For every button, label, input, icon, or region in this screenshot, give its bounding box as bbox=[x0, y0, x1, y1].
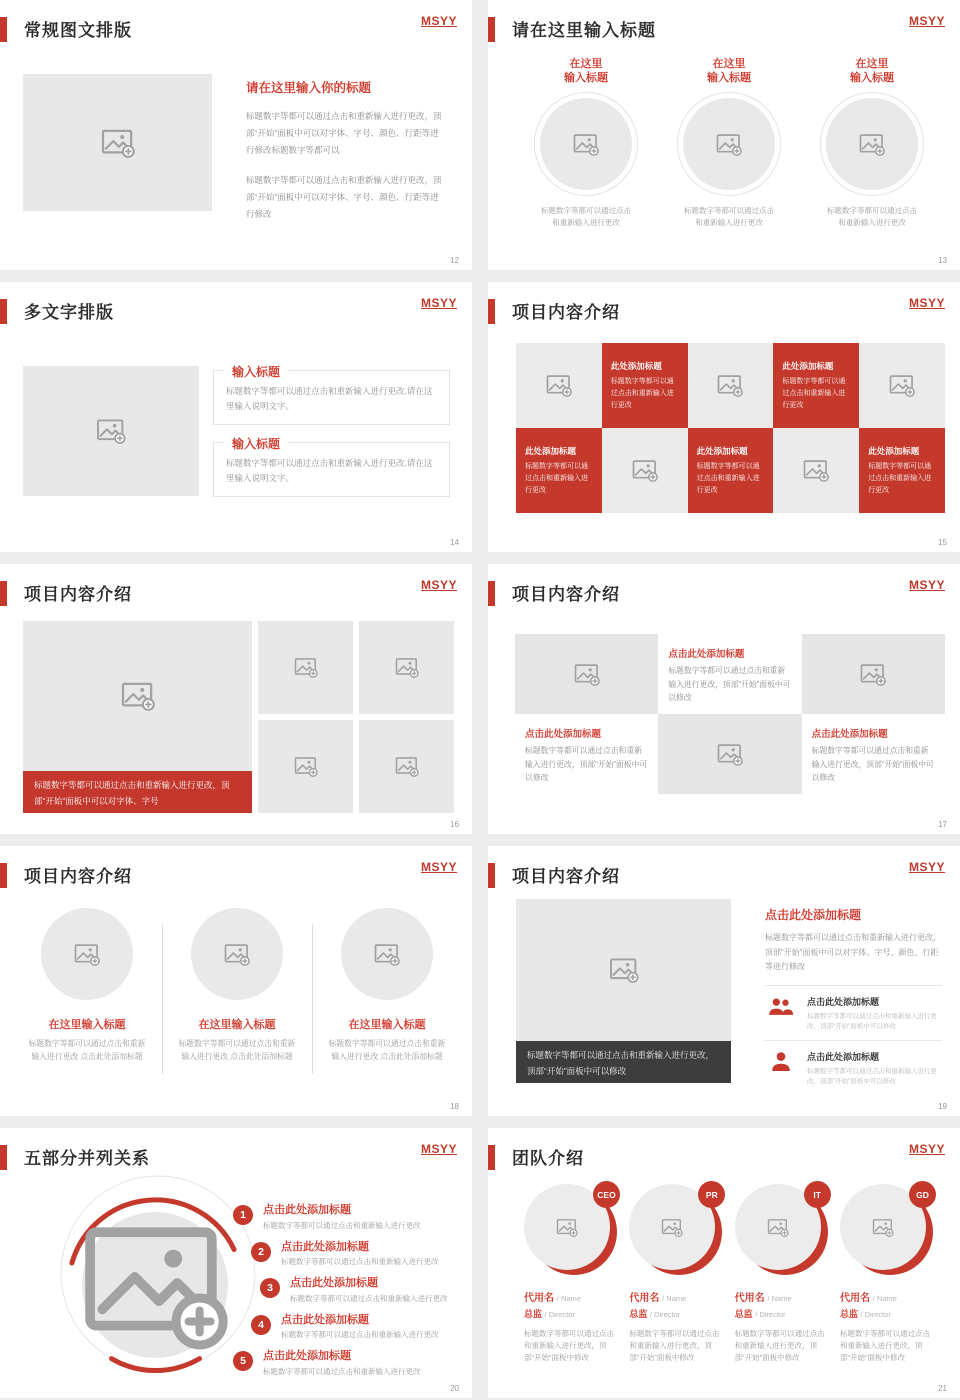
text-cell bbox=[602, 343, 688, 428]
cell-body: 标题数字等都可以通过点击和重新输入进行更改 bbox=[525, 462, 588, 494]
page-number: 14 bbox=[450, 538, 459, 547]
member-name: 代用名 / Name bbox=[524, 1293, 581, 1304]
image-placeholder bbox=[826, 98, 918, 190]
member-caption: 标题数字等都可以通过点击和重新输入进行更改，顶部“开始”面板中修改 bbox=[629, 1329, 720, 1362]
alternating-grid bbox=[515, 634, 945, 794]
cell-body: 标题数字等都可以通过点击和重新输入进行更改，顶部“开始”面板中可以修改 bbox=[525, 746, 648, 782]
image-circle-ring bbox=[534, 92, 638, 196]
text-boxes-column bbox=[213, 365, 450, 514]
circle-columns-row bbox=[12, 908, 462, 1063]
section-heading: 请在这里输入你的标题 bbox=[246, 81, 372, 95]
image-placeholder bbox=[602, 428, 688, 513]
image-placeholder bbox=[23, 366, 199, 496]
brand-logo: MSYY bbox=[420, 296, 457, 310]
brand-logo: MSYY bbox=[420, 1142, 457, 1156]
cell-heading: 此处添加标题 bbox=[525, 445, 577, 456]
image-placeholder-icon bbox=[767, 1218, 789, 1237]
circle-item bbox=[659, 58, 799, 228]
brand-logo: MSYY bbox=[908, 296, 945, 310]
team-member bbox=[735, 1184, 831, 1364]
item-heading: 点击此处添加标题 bbox=[281, 1240, 369, 1253]
feature-body: 标题数字等都可以通过点击和重新输入进行更改，顶部“开始”面板中可以修改 bbox=[807, 1067, 937, 1085]
text-box bbox=[213, 437, 450, 497]
member-avatar bbox=[840, 1184, 936, 1276]
cell-heading: 此处添加标题 bbox=[696, 445, 748, 456]
item-caption: 标题数字等都可以通过点击 和重新输入进行更改 bbox=[684, 206, 774, 227]
page-number: 13 bbox=[938, 256, 947, 265]
item-caption: 标题数字等都可以通过点击和重新输入进行更改 bbox=[281, 1330, 439, 1339]
body-paragraph: 标题数字等都可以通过点击和重新输入进行更改，顶部“开始”面板中可以对字体、字号、颜色、行距等进行修改 bbox=[246, 175, 442, 219]
slide-title: 五部分并列关系 bbox=[24, 1149, 150, 1168]
text-cell bbox=[658, 634, 801, 714]
brand-logo: MSYY bbox=[908, 578, 945, 592]
image-placeholder-icon bbox=[556, 1218, 578, 1237]
image-circle-ring bbox=[677, 92, 781, 196]
role-badge: PR bbox=[698, 1181, 725, 1208]
image-placeholder-icon bbox=[889, 374, 915, 397]
number-badge: 2 bbox=[251, 1242, 271, 1262]
member-avatar bbox=[524, 1184, 620, 1276]
slide-title: 项目内容介绍 bbox=[24, 585, 132, 604]
image-placeholder-icon bbox=[574, 663, 600, 686]
image-placeholder bbox=[658, 714, 801, 794]
circle-item bbox=[802, 58, 942, 228]
image-placeholder bbox=[802, 634, 945, 714]
brand-logo: MSYY bbox=[420, 14, 457, 28]
brand-logo: MSYY bbox=[908, 860, 945, 874]
accent-bar bbox=[0, 581, 7, 606]
text-cell bbox=[516, 428, 602, 513]
image-placeholder-icon bbox=[803, 459, 829, 482]
accent-bar bbox=[488, 581, 495, 606]
member-role: 总监 / Director bbox=[839, 1309, 891, 1319]
image-placeholder-icon bbox=[374, 943, 400, 966]
slide-19-thumbnail[interactable] bbox=[488, 846, 960, 1116]
item-heading: 在这里输入标题 bbox=[348, 1019, 426, 1031]
slide-title: 团队介绍 bbox=[512, 1149, 584, 1168]
number-badge: 3 bbox=[260, 1278, 280, 1298]
image-placeholder-icon bbox=[859, 133, 885, 156]
feature-item bbox=[765, 985, 942, 1040]
team-member bbox=[629, 1184, 725, 1364]
member-caption: 标题数字等都可以通过点击和重新输入进行更改，顶部“开始”面板中修改 bbox=[839, 1329, 930, 1362]
image-placeholder bbox=[688, 343, 774, 428]
image-placeholder-icon bbox=[573, 133, 599, 156]
cell-heading: 此处添加标题 bbox=[782, 360, 834, 371]
box-heading: 输入标题 bbox=[224, 363, 288, 380]
circle-items-row bbox=[516, 58, 942, 228]
brand-logo: MSYY bbox=[420, 860, 457, 874]
item-heading: 点击此处添加标题 bbox=[281, 1313, 369, 1326]
image-placeholder-icon bbox=[717, 374, 743, 397]
slide-title: 项目内容介绍 bbox=[512, 585, 620, 604]
item-heading: 点击此处添加标题 bbox=[290, 1277, 378, 1289]
item-caption: 标题数字等都可以通过点击和重新输入进行更改 bbox=[281, 1257, 439, 1266]
accent-bar bbox=[488, 17, 495, 42]
page-number: 16 bbox=[450, 820, 459, 829]
image-placeholder bbox=[359, 720, 454, 813]
slide-14-thumbnail[interactable] bbox=[0, 282, 472, 552]
slide-title: 常规图文排版 bbox=[24, 21, 132, 40]
number-badge: 5 bbox=[233, 1351, 253, 1371]
body-paragraph: 标题数字等都可以通过点击和重新输入进行更改，顶部“开始”面板中可以对字体、字号、颜色、行距等进行修改标题数字等都可以 bbox=[246, 111, 442, 155]
section-heading: 点击此处添加标题 bbox=[765, 908, 862, 922]
item-caption: 标题数字等都可以通过点击和重新输入进行更改 点击此处添加标题 bbox=[178, 1039, 296, 1061]
slide-title: 多文字排版 bbox=[24, 303, 114, 322]
feature-item bbox=[765, 1040, 942, 1095]
image-placeholder bbox=[41, 908, 133, 1000]
image-placeholder-icon bbox=[860, 663, 886, 686]
image-placeholder-icon bbox=[294, 756, 318, 777]
feature-heading: 点击此处添加标题 bbox=[807, 996, 880, 1007]
cell-heading: 此处添加标题 bbox=[610, 360, 662, 371]
numbered-item bbox=[251, 1314, 464, 1341]
page-number: 17 bbox=[938, 820, 947, 829]
five-part-circle-graphic bbox=[50, 1172, 262, 1384]
role-badge: CEO bbox=[593, 1181, 620, 1208]
image-placeholder-icon bbox=[224, 943, 250, 966]
image-circle-ring bbox=[820, 92, 924, 196]
cell-heading: 点击此处添加标题 bbox=[525, 729, 602, 740]
page-number: 21 bbox=[938, 1384, 947, 1393]
text-box bbox=[213, 365, 450, 425]
cell-body: 标题数字等都可以通过点击和重新输入进行更改，顶部“开始”面板中可以修改 bbox=[811, 746, 934, 782]
slide-title: 项目内容介绍 bbox=[512, 303, 620, 322]
text-column bbox=[246, 78, 446, 236]
main-image-figure bbox=[516, 899, 731, 1083]
image-placeholder bbox=[540, 98, 632, 190]
item-caption: 标题数字等都可以通过点击和重新输入进行更改 bbox=[290, 1293, 448, 1303]
slide-18-thumbnail[interactable] bbox=[0, 846, 472, 1116]
cell-body: 标题数字等都可以通过点击和重新输入进行更改 bbox=[610, 377, 674, 409]
image-placeholder bbox=[82, 1212, 228, 1358]
member-avatar bbox=[735, 1184, 831, 1276]
page-number: 18 bbox=[450, 1102, 459, 1111]
image-placeholder-icon bbox=[717, 743, 743, 766]
feature-item-text bbox=[807, 995, 942, 1033]
main-image-figure bbox=[23, 621, 252, 813]
role-badge: IT bbox=[804, 1181, 831, 1208]
member-avatar bbox=[629, 1184, 725, 1276]
image-placeholder bbox=[341, 908, 433, 1000]
member-name: 代用名 / Name bbox=[734, 1293, 792, 1304]
feature-item-text bbox=[807, 1050, 942, 1088]
slide-title: 项目内容介绍 bbox=[24, 867, 132, 886]
slide-12-thumbnail[interactable] bbox=[0, 0, 472, 270]
brand-logo: MSYY bbox=[420, 578, 457, 592]
item-caption: 标题数字等都可以通过点击和重新输入进行更改 点击此处添加标题 bbox=[28, 1039, 146, 1061]
image-placeholder bbox=[191, 908, 283, 1000]
text-column bbox=[765, 906, 942, 1095]
cell-body: 标题数字等都可以通过点击和重新输入进行更改 bbox=[782, 377, 846, 409]
item-heading: 在这里输入标题 bbox=[48, 1019, 126, 1031]
box-body: 标题数字等都可以通过点击和重新输入进行更改,请在这里输入说明文字。 bbox=[226, 386, 433, 411]
page-number: 19 bbox=[938, 1102, 947, 1111]
image-placeholder-icon bbox=[716, 133, 742, 156]
accent-bar bbox=[0, 1145, 7, 1170]
member-role: 总监 / Director bbox=[734, 1309, 786, 1319]
accent-bar bbox=[0, 17, 7, 42]
accent-bar bbox=[488, 1145, 495, 1170]
image-placeholder bbox=[23, 621, 252, 771]
image-placeholder bbox=[859, 343, 945, 428]
circle-column bbox=[162, 908, 312, 1063]
page-number: 20 bbox=[450, 1384, 459, 1393]
image-placeholder bbox=[258, 720, 353, 813]
slide-16-thumbnail[interactable] bbox=[0, 564, 472, 834]
box-heading: 输入标题 bbox=[224, 435, 288, 452]
image-placeholder-icon bbox=[872, 1218, 894, 1237]
item-caption: 标题数字等都可以通过点击和重新输入进行更改 bbox=[263, 1220, 421, 1230]
cell-body: 标题数字等都可以通过点击和重新输入进行更改，顶部“开始”面板中可以修改 bbox=[668, 666, 791, 702]
slide-13-thumbnail[interactable] bbox=[488, 0, 960, 270]
member-role: 总监 / Director bbox=[524, 1309, 575, 1319]
image-placeholder bbox=[23, 74, 212, 211]
text-cell bbox=[802, 714, 945, 794]
team-members-row bbox=[524, 1184, 936, 1364]
accent-bar bbox=[0, 863, 7, 888]
cell-heading: 此处添加标题 bbox=[868, 445, 920, 456]
image-placeholder-icon bbox=[137, 1270, 173, 1301]
page-number: 12 bbox=[450, 256, 459, 265]
cell-heading: 点击此处添加标题 bbox=[811, 729, 888, 740]
accent-bar bbox=[488, 299, 495, 324]
numbered-item bbox=[260, 1277, 464, 1304]
image-placeholder-icon bbox=[632, 459, 658, 482]
image-placeholder-icon bbox=[121, 681, 155, 711]
image-placeholder-icon bbox=[546, 374, 572, 397]
item-caption: 标题数字等都可以通过点击和重新输入进行更改 bbox=[263, 1366, 421, 1376]
image-placeholder bbox=[359, 621, 454, 714]
text-cell bbox=[515, 714, 658, 794]
image-placeholder bbox=[773, 428, 859, 513]
image-placeholder bbox=[258, 621, 353, 714]
cell-body: 标题数字等都可以通过点击和重新输入进行更改 bbox=[696, 462, 760, 494]
item-caption: 标题数字等都可以通过点击和重新输入进行更改 点击此处添加标题 bbox=[328, 1039, 446, 1061]
team-member bbox=[840, 1184, 936, 1364]
member-role: 总监 / Director bbox=[629, 1309, 681, 1319]
item-heading: 在这里 输入标题 bbox=[564, 58, 608, 84]
item-heading: 点击此处添加标题 bbox=[263, 1350, 351, 1362]
image-caption-bar: 标题数字等都可以通过点击和重新输入进行更改，顶部“开始”面板中可以对字体、字号 bbox=[23, 771, 252, 813]
item-heading: 在这里 输入标题 bbox=[850, 58, 894, 84]
image-placeholder-icon bbox=[96, 418, 126, 444]
number-badge: 4 bbox=[251, 1315, 271, 1335]
feature-heading: 点击此处添加标题 bbox=[807, 1051, 880, 1062]
item-caption: 标题数字等都可以通过点击 和重新输入进行更改 bbox=[541, 206, 631, 227]
role-badge: GD bbox=[909, 1181, 936, 1208]
accent-bar bbox=[488, 863, 495, 888]
image-placeholder bbox=[683, 98, 775, 190]
image-placeholder-icon bbox=[294, 657, 318, 678]
number-badge: 1 bbox=[233, 1205, 253, 1225]
brand-logo: MSYY bbox=[908, 14, 945, 28]
item-heading: 在这里 输入标题 bbox=[707, 58, 751, 84]
slide-title: 请在这里输入标题 bbox=[512, 21, 656, 40]
cell-body: 标题数字等都可以通过点击和重新输入进行更改 bbox=[868, 462, 932, 494]
circle-column bbox=[312, 908, 462, 1063]
box-body: 标题数字等都可以通过点击和重新输入进行更改,请在这里输入说明文字。 bbox=[226, 458, 433, 483]
image-placeholder bbox=[516, 343, 602, 428]
checkerboard-grid bbox=[516, 343, 945, 513]
item-heading: 点击此处添加标题 bbox=[263, 1204, 351, 1216]
member-caption: 标题数字等都可以通过点击和重新输入进行更改，顶部“开始”面板中修改 bbox=[734, 1329, 825, 1362]
text-cell bbox=[688, 428, 774, 513]
member-name: 代用名 / Name bbox=[839, 1293, 897, 1304]
accent-bar bbox=[0, 299, 7, 324]
image-placeholder-icon bbox=[101, 128, 135, 158]
slide-title: 项目内容介绍 bbox=[512, 867, 620, 886]
slide-15-thumbnail[interactable] bbox=[488, 282, 960, 552]
member-name: 代用名 / Name bbox=[629, 1293, 687, 1304]
member-caption: 标题数字等都可以通过点击和重新输入进行更改，顶部“开始”面板中修改 bbox=[524, 1329, 614, 1362]
feature-body: 标题数字等都可以通过点击和重新输入进行更改，顶部“开始”面板中可以修改 bbox=[807, 1012, 937, 1030]
slide-17-thumbnail[interactable] bbox=[488, 564, 960, 834]
image-placeholder-icon bbox=[395, 657, 419, 678]
numbered-item bbox=[233, 1350, 464, 1377]
cell-heading: 点击此处添加标题 bbox=[668, 649, 745, 660]
image-placeholder-icon bbox=[661, 1218, 683, 1237]
thumbnail-grid bbox=[258, 621, 454, 813]
image-placeholder-icon bbox=[395, 756, 419, 777]
slide-20-thumbnail[interactable] bbox=[0, 1128, 472, 1398]
brand-logo: MSYY bbox=[908, 1142, 945, 1156]
item-heading: 在这里输入标题 bbox=[198, 1019, 276, 1031]
person-icon bbox=[765, 1050, 797, 1074]
image-caption-bar: 标题数字等都可以通过点击和重新输入进行更改，顶部“开始”面板中可以修改 bbox=[516, 1041, 731, 1083]
numbered-item bbox=[251, 1241, 464, 1268]
body-paragraph: 标题数字等都可以通过点击和重新输入进行更改，顶部“开始”面板中可以对字体、字号、颜色、行距等进行修改 bbox=[765, 933, 941, 971]
image-placeholder bbox=[515, 634, 658, 714]
image-placeholder-icon bbox=[74, 943, 100, 966]
circle-column bbox=[12, 908, 162, 1063]
image-placeholder bbox=[516, 899, 731, 1041]
numbered-item bbox=[233, 1204, 464, 1231]
circle-item bbox=[516, 58, 656, 228]
text-cell bbox=[773, 343, 859, 428]
numbered-list bbox=[233, 1204, 464, 1387]
item-caption: 标题数字等都可以通过点击 和重新输入进行更改 bbox=[827, 206, 917, 227]
page-number: 15 bbox=[938, 538, 947, 547]
image-placeholder-icon bbox=[609, 957, 639, 983]
text-cell bbox=[859, 428, 945, 513]
slide-21-thumbnail[interactable] bbox=[488, 1128, 960, 1398]
people-group-icon bbox=[765, 995, 797, 1019]
team-member bbox=[524, 1184, 620, 1364]
